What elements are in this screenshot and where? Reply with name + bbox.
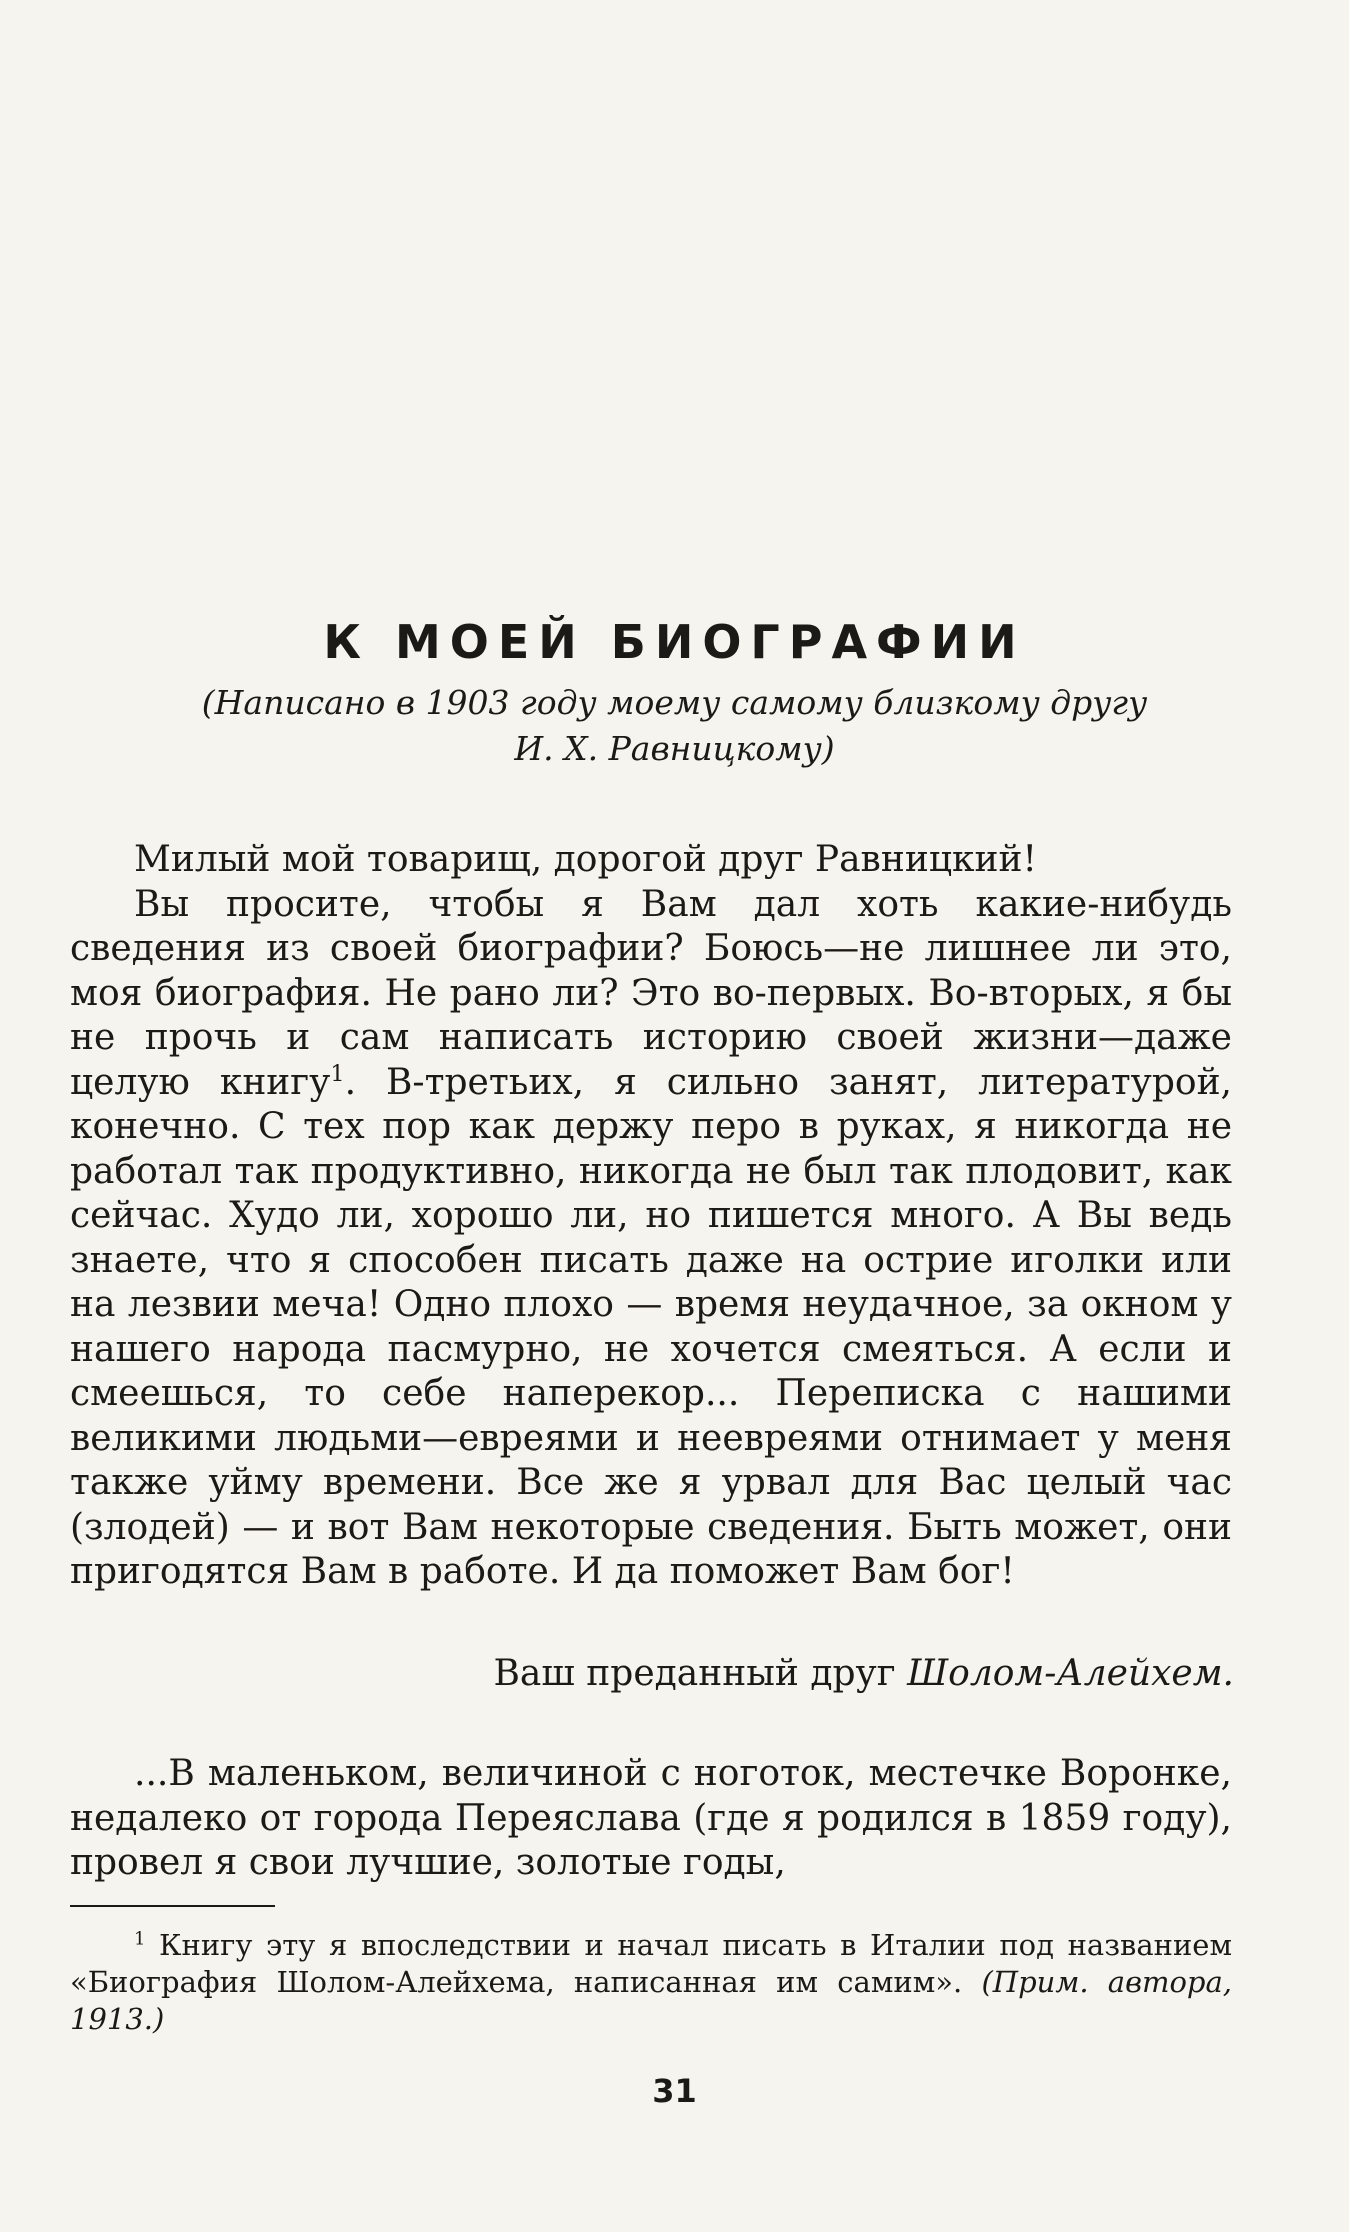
- footnote-block: [70, 1927, 1232, 2038]
- letter-block: [70, 838, 1232, 1595]
- letter-signature: [493, 1652, 1234, 1697]
- page-number: 31: [652, 2072, 697, 2110]
- footnote-author-note: (Прим. автора, 1913.): [70, 1965, 1233, 2036]
- main-text-block: [70, 1752, 1232, 1886]
- footnote-marker: 1: [134, 1928, 146, 1950]
- footnote-item: [70, 1927, 1232, 2038]
- subtitle-line-2: И. Х. Равницкому): [514, 729, 835, 768]
- signature-name: Шолом-Алейхем.: [907, 1653, 1234, 1694]
- letter-body-part-1: Вы просите, чтобы я Вам дал хоть какие-нибудь сведения из своей биографии? Боюсь—не лишнее ли это, моя биография. Не рано ли? Это во-первых. Во-вторых, я бы не прочь и сам написать историю своей жизни—даже целую книгу: [70, 883, 1232, 1103]
- letter-body-part-2: . В-третьих, я сильно занят, литературой, конечно. С тех пор как держу перо в руках, я никогда не работал так продуктивно, никогда не был так плодовит, как сейчас. Худо ли, хорошо ли, но пишется много. А Вы ведь знаете, что я способен писать даже на острие иголки или на лезвии меча! Одно плохо — время неудачное, за окном у нашего народа пасмурно, не хочется смеяться. А если и смеешься, то себе наперекор... Переписка с нашими великими людьми—евреями и неевреями отнимает у меня также уйму времени. Все же я урвал для Вас целый час (злодей) — и вот Вам некоторые сведения. Быть может, они пригодятся Вам в работе. И да поможет Вам бог!: [70, 1061, 1233, 1592]
- footnote-reference: 1: [330, 1060, 345, 1087]
- chapter-subtitle: [0, 680, 1349, 772]
- chapter-title: К МОЕЙ БИОГРАФИИ: [323, 615, 1026, 669]
- letter-greeting: Милый мой товарищ, дорогой друг Равницкий!: [134, 839, 1037, 880]
- subtitle-line-1: (Написано в 1903 году моему самому близкому другу: [201, 683, 1148, 722]
- footnote-divider: [70, 1905, 275, 1907]
- main-paragraph: ...В маленьком, величиной с ноготок, местечке Воронке, недалеко от города Переяслава (где я родился в 1859 году), провел я свои лучшие, золотые годы,: [70, 1753, 1232, 1883]
- letter-body: [70, 883, 1232, 1595]
- signature-prefix: Ваш преданный друг: [493, 1653, 896, 1694]
- footnote-text: Книгу эту я впоследствии и начал писать в Италии под названием «Биография Шолом-Алейхема, написанная им самим».: [70, 1928, 1233, 1999]
